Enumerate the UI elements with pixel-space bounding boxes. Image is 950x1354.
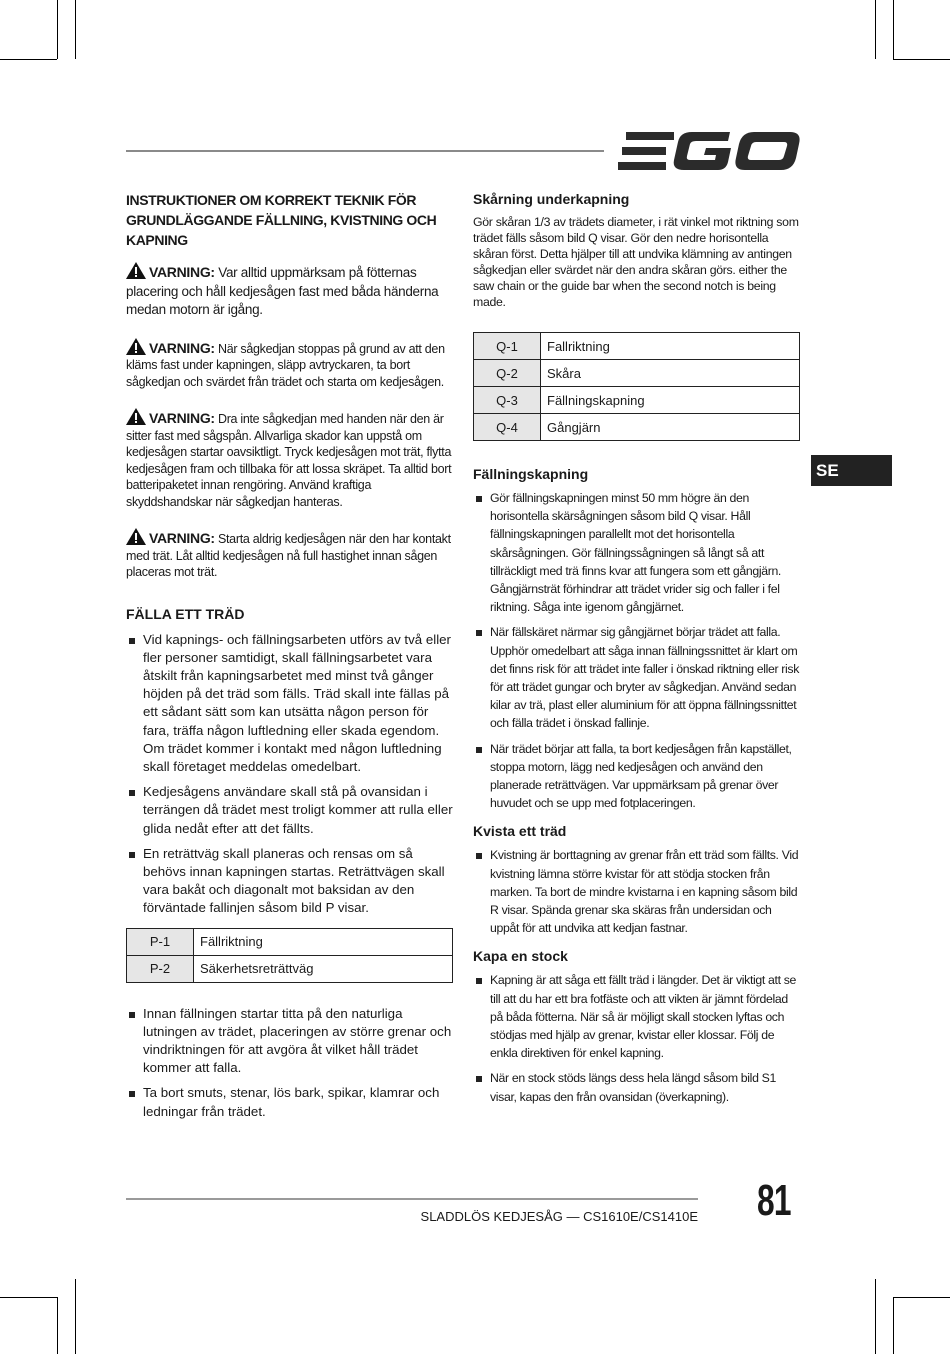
bullet-list <box>126 1005 456 1121</box>
table-value: Säkerhetsreträttväg <box>194 955 453 982</box>
warning-text: Var alltid uppmärksam på fötternas placering och håll kedjesågen fast med båda händerna medan motorn är igång. <box>126 265 439 317</box>
warning-icon <box>126 528 146 545</box>
section-heading-bucking: Kapa en stock <box>473 948 568 965</box>
bullet-list <box>126 631 456 918</box>
instructions-heading-line-1: INSTRUKTIONER OM KORREKT TEKNIK FÖR <box>126 192 417 208</box>
crop-mark <box>893 59 950 60</box>
table-key: Q-1 <box>474 333 541 360</box>
crop-mark <box>57 1297 58 1354</box>
list-item-text: Kedjesågens användare skall stå på ovansidan i terrängen då trädet mest troligt kommer att rulla eller glida nedåt efter att det fällts. <box>143 784 453 836</box>
warning-block <box>126 338 456 391</box>
section-heading-undercut: Skårning underkapning <box>473 191 630 207</box>
footer-rule <box>126 1198 698 1200</box>
warning-icon <box>126 408 146 425</box>
list-item <box>126 845 456 918</box>
table-row <box>127 955 453 982</box>
crop-mark <box>893 1297 950 1298</box>
warning-text: Starta aldrig kedjesågen när den har kontakt med trät. Låt alltid kedjesågen nå full hastighet innan sågen placeras mot trät. <box>126 532 451 579</box>
list-item <box>473 1069 803 1105</box>
bullet-icon <box>476 630 482 636</box>
table-row <box>474 360 800 387</box>
section-heading-felling-cut: Fällningskapning <box>473 466 589 482</box>
warning-block <box>126 528 456 581</box>
list-item-text: En reträttväg skall planeras och rensas om så behövs innan kapningen startas. Reträttvägen skall vara bakåt och diagonalt mot baksidan av den förväntade fallinjen såsom bild P visar. <box>143 845 445 916</box>
list-item-text: Kvistning är borttagning av grenar från ett träd som fällts. Vid kvistning lämna större kvistar för att stödja stocken från marken. Ta bort de mindre kvistarna i en kapning såsom bild R visar. Spända grenar ska skäras från undersidan och uppåt för att undvika att kedjan fastnar. <box>490 848 799 936</box>
list-item-text: När fällskäret närmar sig gångjärnet börjar trädet att falla. Upphör omedelbart att såga innan fällningssnittet är klart om det finns risk för att trädet inte faller i önskad riktning eller risk för att trädet gungar och bryter av sågkedjan. Använd sedan kilar av trä, plast eller aluminium för att öppna fällningssnittet och fälla trädet i önskad fallinje. <box>490 625 800 731</box>
table-row <box>474 387 800 414</box>
section-heading-fell-tree: FÄLLA ETT TRÄD <box>126 605 245 622</box>
crop-mark <box>75 0 76 59</box>
list-item-text: Kapning är att såga ett fällt träd i längder. Det är viktigt att se till att du har ett bra fotfäste och att vikten är jämnt fördelad på båda fötterna. När så är möjligt skall stocken lyftas och stödjas med hjälp av grenar, kvistar eller klossar. Följ de enkla direktiven för enkel kapning. <box>490 973 797 1061</box>
list-item <box>473 489 803 616</box>
table-key: Q-4 <box>474 414 541 441</box>
bullet-icon <box>476 978 482 984</box>
table-row <box>474 414 800 441</box>
bullet-icon <box>476 853 482 859</box>
list-item <box>126 1084 456 1120</box>
table-key: P-2 <box>127 955 194 982</box>
bullet-icon <box>476 496 482 502</box>
footer-product: SLADDLÖS KEDJESÅG — CS1610E/CS1410E <box>420 1209 698 1224</box>
list-item <box>473 623 803 732</box>
header-rule <box>126 150 604 152</box>
table-value: Fällriktning <box>194 928 453 955</box>
list-item <box>126 631 456 777</box>
list-item <box>473 740 803 813</box>
list-item <box>126 1005 456 1078</box>
bullet-icon <box>129 790 135 796</box>
warning-block <box>126 408 456 510</box>
warning-label: VARNING: <box>149 410 215 426</box>
right-column <box>473 190 803 1113</box>
warning-icon <box>126 262 146 279</box>
warning-block <box>126 262 456 320</box>
warning-label: VARNING: <box>149 264 215 280</box>
crop-mark <box>875 0 876 59</box>
list-item-text: Gör fällningskapningen minst 50 mm högre än den horisontella skärsågningen såsom bild Q visar. Håll fällningskapningen parallellt mot det horisontella skårsågningen. Gör fällningssågningen så långt så att tillräckligt med trä finns kvar att fungera som ett gångjärn. Gångjärnsträt förhindrar att trädet vrider sig och faller i fel riktning. Såga inte igenom gångjärnet. <box>490 491 781 615</box>
language-tab: SE <box>811 455 892 486</box>
list-item <box>473 971 803 1062</box>
warning-text: Dra inte sågkedjan med handen när den är sitter fast med sågspån. Allvarliga skador kan uppstå om kedjesågen startar oavsiktligt. Tryck kedjesågen mot trät, flytta kedjesågen fram och tillbaka för att lossa skräpet. Ta alltid bort batteripaketet innan rengöring. Använd kraftiga skyddshandskar när sågkedjan hanteras. <box>126 412 452 509</box>
bullet-icon <box>476 747 482 753</box>
table-key: P-1 <box>127 928 194 955</box>
legend-table-q <box>473 332 800 441</box>
table-value: Fällningskapning <box>541 387 800 414</box>
crop-mark <box>57 0 58 59</box>
left-column <box>126 190 456 1128</box>
list-item <box>126 783 456 838</box>
table-value: Skåra <box>541 360 800 387</box>
crop-mark <box>0 1297 57 1298</box>
ego-logo <box>618 130 800 172</box>
list-item-text: När en stock stöds längs dess hela längd såsom bild S1 visar, kapas den från ovansidan (överkapning). <box>490 1071 776 1104</box>
bullet-list <box>473 489 803 812</box>
bullet-list <box>473 846 803 937</box>
bullet-icon <box>129 1091 135 1097</box>
legend-table-p <box>126 928 453 983</box>
instructions-heading <box>126 190 456 250</box>
list-item-text: När trädet börjar att falla, ta bort kedjesågen från kapstället, stoppa motorn, lägg ned kedjesågen och använd den planerade reträttvägen. Var uppmärksam på grenar över huvudet och se upp med fotplaceringen. <box>490 741 792 811</box>
crop-mark <box>75 1279 76 1354</box>
list-item-text: Innan fällningen startar titta på den naturliga lutningen av trädet, placeringen av större grenar och vindriktningen för att avgöra åt vilket håll trädet kommer att falla. <box>143 1005 452 1076</box>
table-value: Fallriktning <box>541 333 800 360</box>
bullet-list <box>473 971 803 1105</box>
bullet-icon <box>129 852 135 858</box>
crop-mark <box>893 1297 894 1354</box>
warning-label: VARNING: <box>149 530 215 546</box>
warning-label: VARNING: <box>149 339 215 356</box>
table-row <box>127 928 453 955</box>
table-key: Q-3 <box>474 387 541 414</box>
section-heading-limbing: Kvista ett träd <box>473 823 567 840</box>
bullet-icon <box>476 1076 482 1082</box>
list-item-text: Vid kapnings- och fällningsarbeten utförs av två eller fler personer samtidigt, skall fällningsarbetet vara åtskilt från kapningsarbetet med minst två gånger höjden på det träd som fälls. Träd skall inte fällas på ett sådant sätt som kan utsätta någon person för fara, träffa någon luftledning eller skada egendom. Om trädet kommer i kontakt med någon luftledning skall företaget meddelas omedelbart. <box>143 631 451 774</box>
bullet-icon <box>129 1012 135 1018</box>
bullet-icon <box>129 638 135 644</box>
warning-text: När sågkedjan stoppas på grund av att den kläms fast under kapningen, släpp avtryckaren, ta bort sågkedjan och svärdet från trädet och starta om kedjesågen. <box>126 341 445 389</box>
warning-icon <box>126 338 146 355</box>
list-item-text: Ta bort smuts, stenar, lös bark, spikar, klamrar och ledningar från trädet. <box>143 1085 440 1119</box>
table-value: Gångjärn <box>541 414 800 441</box>
table-row <box>474 333 800 360</box>
crop-mark <box>893 0 894 59</box>
list-item <box>473 846 803 937</box>
page-number: 81 <box>757 1176 791 1225</box>
instructions-heading-line-2: GRUNDLÄGGANDE FÄLLNING, KVISTNING OCH KAPNING <box>126 212 437 248</box>
undercut-paragraph: Gör skåran 1/3 av trädets diameter, i rät vinkel mot riktning som trädet fälls såsom bild Q visar. Gör den nedre horisontella skåran först. Detta hjälper till att undvika klämning av antingen sågkedjan eller svärdet när den andra skåran görs. either the saw chain or the guide bar when the second notch is being made. <box>473 215 799 309</box>
crop-mark <box>0 59 57 60</box>
table-key: Q-2 <box>474 360 541 387</box>
crop-mark <box>875 1279 876 1354</box>
